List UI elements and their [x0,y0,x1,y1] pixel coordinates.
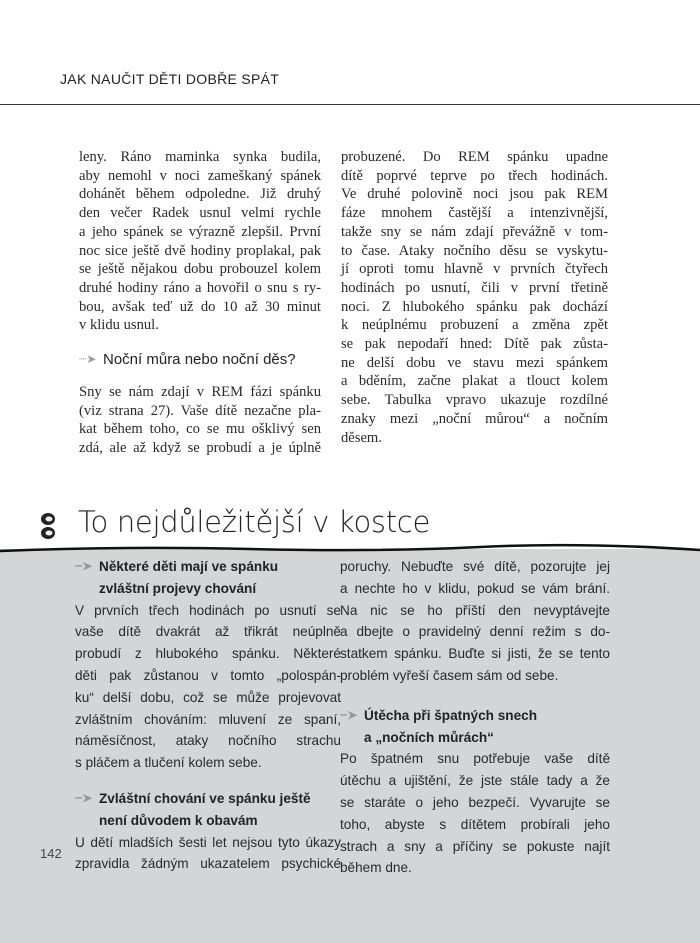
dotted-arrow-icon: ┈➤ [75,790,93,805]
header-rule [0,104,700,105]
text-line: kat během toho, co se mu ošklivý sen [79,421,321,438]
text-line: bou, avšak teď už do 10 až 30 minut [79,298,321,315]
text-line: Na nic se ho příští den nevyptávejte [340,602,610,618]
text-line: aby nemohl v noci zameškaný spánek [79,167,321,184]
text-line: V prvních třech hodinách po usnutí se [75,602,341,618]
text-line: k neúplnému probuzení a změna zpět [341,317,608,334]
left-column [79,148,321,458]
text-line: a „nočních můrách“ [364,729,494,745]
text-line: jí oproti tomu hlavně v prvních čtyřech [341,261,608,278]
summary-subheading [75,556,341,600]
text-line: Útěcha při špatných snech [364,707,537,723]
text-line: děsem. [341,429,382,446]
text-line: strach a sny a příčiny se pokuste najít [340,838,610,854]
text-line: a bděním, začne plakat a tlouct kolem [341,373,608,390]
torn-edge [0,543,700,557]
right-column [341,148,608,447]
text-line: zvláštním chováním: mluvení ze spaní, [75,711,341,727]
paragraph [341,148,608,447]
summary-title: To nejdůležitější v kostce [78,505,430,539]
text-line: se ještě nějakou dobu probouzel kolem [79,261,321,278]
summary-right-column [340,556,610,879]
paragraph [75,832,341,876]
text-line: ku“ delší dobu, což se může projevovat [75,689,341,705]
summary-left-column [75,556,341,875]
text-line: sebe. Tabulka vpravo ukazuje rozdílné [341,392,608,409]
running-header: JAK NAUČIT DĚTI DOBŘE SPÁT [60,71,280,87]
text-line: Po špatném snu potřebuje vaše dítě [340,751,610,767]
text-line: dohánět během odpoledne. Již druhý [79,186,321,203]
text-line: leny. Ráno maminka synka budila, [79,149,321,165]
text-line: náměsíčnost, ataky nočního strachu [75,733,341,749]
text-line: vaše dítě dvakrát až třikrát neúplně [75,624,341,640]
text-line: toho, abyste s dítětem probírali jeho [340,816,610,832]
text-line: útěchu a ujištění, že jste stále tady a že [340,773,610,789]
text-line: a jeho spánek se výrazně zlepšil. První [79,223,321,240]
text-line: zpravidla žádným ukazatelem psychické [75,856,341,872]
dotted-arrow-icon: ┈➤ [340,707,358,722]
text-line: Některé děti mají ve spánku [99,559,279,574]
text-line: problém vyřeší časem sám od sebe. [340,667,559,683]
text-line: se staráte o jeho bezpečí. Vyvarujte se [340,794,610,810]
paragraph [79,148,321,335]
text-line: noc sice ještě dvě hodiny proplakal, pak [79,242,321,259]
paragraph [340,556,610,687]
summary-subheading [340,705,610,749]
text-line: statkem spánku. Buďte si jisti, že se tento [340,646,610,662]
text-line: druhé hodiny ráno a hovořil o snu s ry- [79,279,321,296]
dotted-arrow-icon: ┈➤ [79,352,97,367]
text-line: fáze mnohem častější a intenzivnější, [341,205,608,222]
text-line: poruchy. Nebuďte své dítě, pozorujte jej [340,559,610,574]
text-line: se pak nepodaří hned: Dítě pak zůsta- [341,336,608,353]
text-line: hodinách po usnutí, čili v první třetině [341,279,608,296]
text-line: během dne. [340,860,412,876]
paragraph [340,748,610,879]
text-line: s pláčem a tlučení kolem sebe. [75,755,262,771]
text-line: a nechte ho v klidu, pokud se vám brání. [340,580,610,596]
text-line: U dětí mladších šesti let nejsou tyto úkazy [75,834,341,850]
subheading-text: Noční můra nebo noční děs? [103,351,296,369]
text-line: dítě poprvé teprve po třech hodinách. [341,167,608,184]
text-line: Ve druhé polovině noci jsou pak REM [341,186,608,203]
text-line: den večer Radek usnul velmi rychle [79,205,321,222]
text-line: děti pak zůstanou v tomto „polospán- [75,667,341,683]
text-line: Sny se nám zdají v REM fázi spánku [79,384,321,401]
text-line: probuzené. Do REM spánku upadne [341,149,608,165]
text-line: zvláštní projevy chování [99,580,257,596]
text-line: není důvodem k obavám [99,812,258,828]
page-number: 142 [40,846,62,861]
text-line: noci. Z hlubokého spánku pak dochází [341,298,608,315]
text-line: Zvláštní chování ve spánku ještě [99,790,311,806]
paragraph [75,600,341,774]
text-line: ne delší dobu ve stavu mezi spánkem [341,354,608,371]
text-line: probudí z hlubokého spánku. Některé [75,646,341,662]
text-line: a dbejte o pravidelný denní režim s do- [340,624,610,640]
dotted-arrow-icon: ┈➤ [75,559,93,573]
subheading [79,350,321,370]
text-line: (viz strana 27). Vaše dítě nezačne pla- [79,402,321,419]
paragraph [79,383,321,458]
eyes-icon [40,511,58,541]
text-line: znaky mezi „noční můrou“ a nočním [341,410,608,427]
text-line: zdá, ale až když se probudí a je úplně [79,440,321,457]
summary-subheading [75,788,341,832]
text-line: v klidu usnul. [79,317,159,334]
text-line: to čase. Ataky nočního děsu se vyskytu- [341,242,608,259]
text-line: takže sny se nám zdají převážně v tom- [341,223,608,240]
